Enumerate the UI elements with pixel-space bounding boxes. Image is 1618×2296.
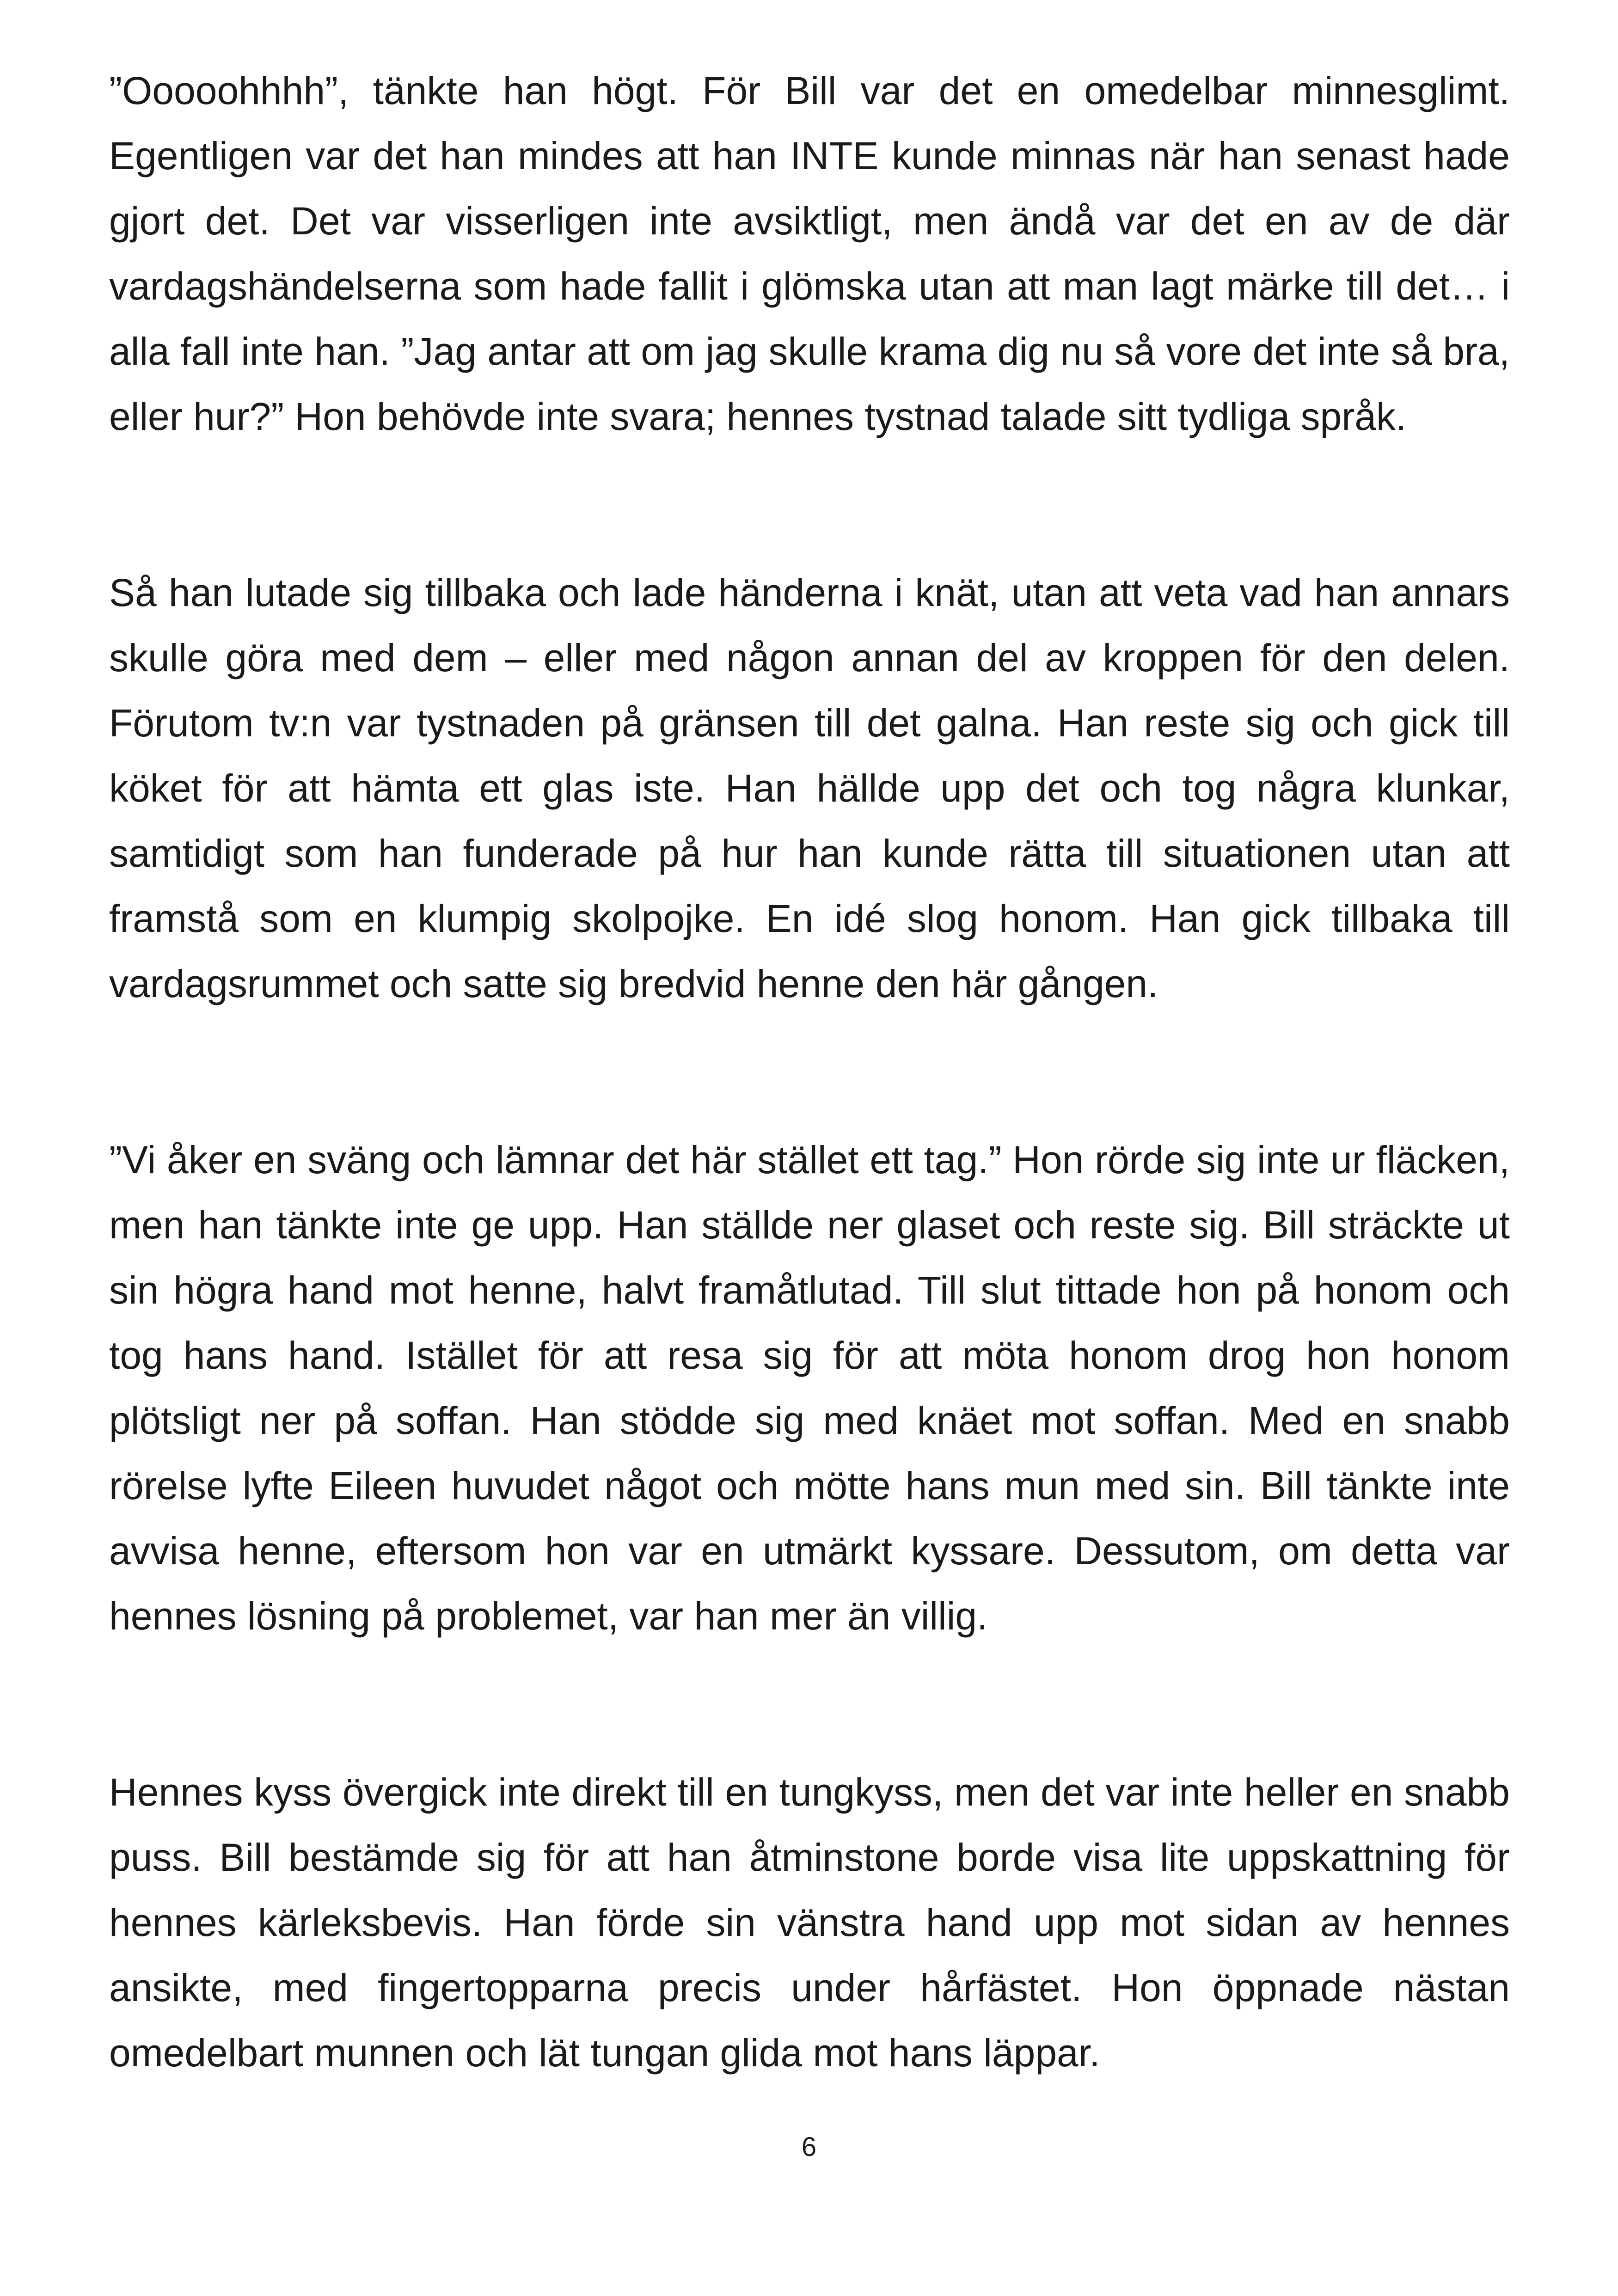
paragraph-3: ”Vi åker en sväng och lämnar det här stället ett tag.” Hon rörde sig inte ur fläcken, men han tänkte inte ge upp. Han ställde ner glaset och reste sig. Bill sträckte ut sin högra hand mot henne, halvt framåtlutad. Till slut tittade hon på honom och tog hans hand. Istället för att resa sig för att möta honom drog hon honom plötsligt ner på soffan. Han stödde sig med knäet mot soffan. Med en snabb rörelse lyfte Eileen huvudet något och mötte hans mun med sin. Bill tänkte inte avvisa henne, eftersom hon var en utmärkt kyssare. Dessutom, om detta var hennes lösning på problemet, var han mer än villig.	[109, 1138, 1510, 1638]
paragraph-2: Så han lutade sig tillbaka och lade händerna i knät, utan att veta vad han annars skulle göra med dem – eller med någon annan del av kroppen för den delen. Förutom tv:n var tystnaden på gränsen till det galna. Han reste sig och gick till köket för att hämta ett glas iste. Han hällde upp det och tog några klunkar, samtidigt som han funderade på hur han kunde rätta till situationen utan att framstå som en klumpig skolpojke. En idé slog honom. Han gick tillbaka till vardagsrummet och satte sig bredvid henne den här gången.	[109, 571, 1510, 1005]
paragraph-4: Hennes kyss övergick inte direkt till en tungkyss, men det var inte heller en snabb puss. Bill bestämde sig för att han åtminstone borde visa lite uppskattning för hennes kärleksbevis. Han förde sin vänstra hand upp mot sidan av hennes ansikte, med fingertopparna precis under hårfästet. Hon öppnade nästan omedelbart munnen och lät tungan glida mot hans läppar.	[109, 1770, 1510, 2075]
page-number: 6	[801, 2132, 817, 2162]
paragraph-1: ”Ooooohhhh”, tänkte han högt. För Bill var det en omedelbar minnesglimt. Egentligen var det han mindes att han INTE kunde minnas när han senast hade gjort det. Det var visserligen inte avsiktligt, men ändå var det en av de där vardagshändelserna som hade fallit i glömska utan att man lagt märke till det… i alla fall inte han. ”Jag antar att om jag skulle krama dig nu så vore det inte så bra, eller hur?” Hon behövde inte svara; hennes tystnad talade sitt tydliga språk.	[109, 69, 1510, 438]
body-text	[109, 58, 1510, 2086]
